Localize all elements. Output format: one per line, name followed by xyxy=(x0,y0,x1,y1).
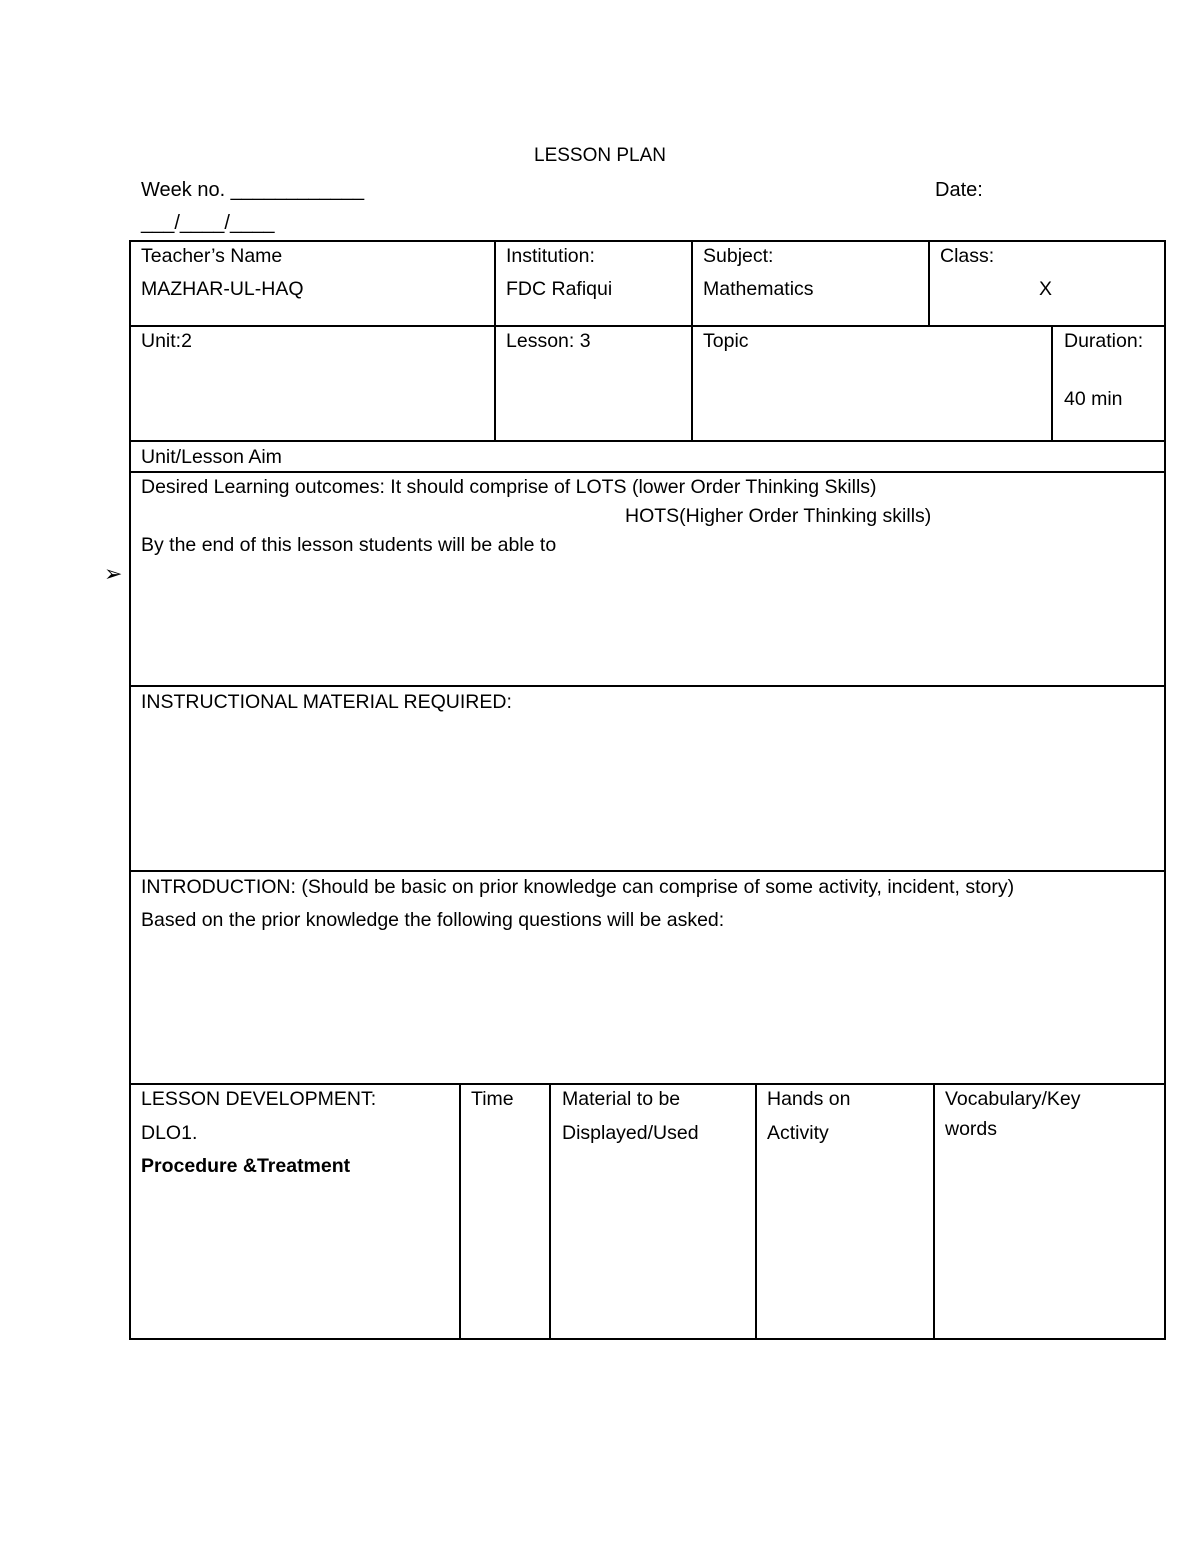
table-row-divider xyxy=(129,685,1166,687)
material-header-line2: Displayed/Used xyxy=(562,1122,699,1144)
cell-divider xyxy=(494,240,496,327)
cell-divider xyxy=(691,240,693,327)
date-blank: ___/____/____ xyxy=(141,212,275,234)
table-row-divider xyxy=(129,1083,1166,1085)
time-header: Time xyxy=(471,1088,514,1110)
table-border-left xyxy=(129,240,131,1340)
table-row-divider xyxy=(129,325,1166,327)
institution-label: Institution: xyxy=(506,245,595,267)
cell-divider xyxy=(459,1083,461,1340)
page-title: LESSON PLAN xyxy=(534,145,666,166)
teacher-name-value: MAZHAR-UL-HAQ xyxy=(141,278,304,300)
cell-divider xyxy=(691,325,693,442)
lesson-label: Lesson: 3 xyxy=(506,330,591,352)
cell-divider xyxy=(1051,325,1053,442)
table-row-divider xyxy=(129,471,1166,473)
arrow-bullet-icon: ➢ xyxy=(104,561,123,586)
material-header: Material to be xyxy=(562,1088,681,1110)
cell-divider xyxy=(928,240,930,327)
duration-label: Duration: xyxy=(1064,330,1144,352)
vocabulary-header-line2: words xyxy=(945,1118,998,1140)
subject-label: Subject: xyxy=(703,245,774,267)
cell-divider xyxy=(933,1083,935,1340)
table-border-bottom xyxy=(129,1338,1166,1340)
table-border-right xyxy=(1164,240,1166,1340)
duration-value: 40 min xyxy=(1064,388,1123,410)
dlo-label: DLO1. xyxy=(141,1122,198,1144)
introduction-questions: Based on the prior knowledge the following questions will be asked: xyxy=(141,909,725,931)
unit-label: Unit:2 xyxy=(141,330,192,352)
table-row-divider xyxy=(129,440,1166,442)
instructional-material-label: INSTRUCTIONAL MATERIAL REQUIRED: xyxy=(141,691,512,713)
table-row-divider xyxy=(129,870,1166,872)
lesson-aim-label: Unit/Lesson Aim xyxy=(141,446,282,468)
procedure-label: Procedure &Treatment xyxy=(141,1155,351,1177)
institution-value: FDC Rafiqui xyxy=(506,278,613,300)
date-label: Date: xyxy=(935,179,983,201)
introduction-label: INTRODUCTION: (Should be basic on prior knowledge can comprise of some activity, incident, story) xyxy=(141,876,1015,898)
learning-outcomes-label: Desired Learning outcomes: It should comprise of LOTS (lower Order Thinking Skills) xyxy=(141,476,877,498)
teacher-name-label: Teacher’s Name xyxy=(141,245,283,267)
class-label: Class: xyxy=(940,245,995,267)
lesson-development-label: LESSON DEVELOPMENT: xyxy=(141,1088,377,1110)
hands-on-header-line2: Activity xyxy=(767,1122,829,1144)
cell-divider xyxy=(494,325,496,442)
cell-divider xyxy=(549,1083,551,1340)
outcomes-intro: By the end of this lesson students will be able to xyxy=(141,534,557,556)
hots-label: HOTS(Higher Order Thinking skills) xyxy=(625,505,932,527)
table-border-top xyxy=(129,240,1166,242)
cell-divider xyxy=(755,1083,757,1340)
vocabulary-header: Vocabulary/Key xyxy=(945,1088,1081,1110)
hands-on-header: Hands on xyxy=(767,1088,851,1110)
week-number-field: Week no. ____________ xyxy=(141,179,365,201)
class-value: X xyxy=(1039,278,1053,300)
subject-value: Mathematics xyxy=(703,278,814,300)
topic-label: Topic xyxy=(703,330,749,352)
